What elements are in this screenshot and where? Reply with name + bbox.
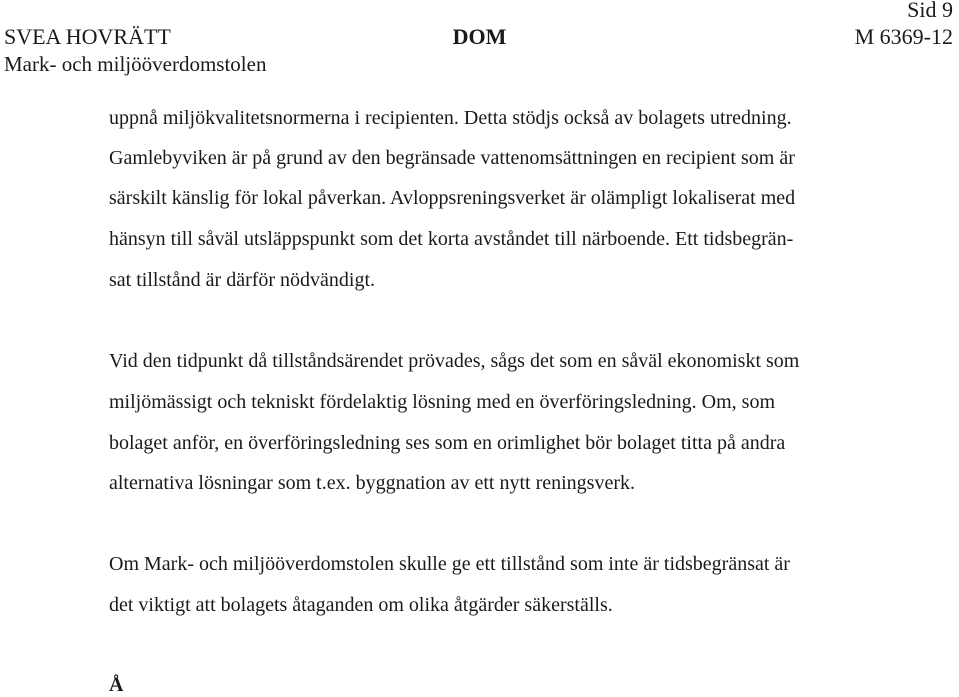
text-line: särskilt känslig för lokal påverkan. Avloppsreningsverket är olämpligt lokaliserat med bbox=[109, 187, 796, 209]
text-line: sat tillstånd är därför nödvändigt. bbox=[109, 269, 376, 291]
text-line: alternativa lösningar som t.ex. byggnation av ett nytt reningsverk. bbox=[109, 472, 635, 494]
text-line: Vid den tidpunkt då tillståndsärendet prövades, sågs det som en såväl ekonomiskt som bbox=[109, 350, 800, 372]
text-line: bolaget anför, en överföringsledning ses som en orimlighet bör bolaget titta på andra bbox=[109, 432, 786, 454]
page-number: Sid 9 bbox=[907, 0, 953, 22]
text-line: miljömässigt och tekniskt fördelaktig lösning med en överföringsledning. Om, som bbox=[109, 391, 776, 413]
court-division: Mark- och miljööverdomstolen bbox=[4, 52, 267, 76]
text-line: Gamlebyviken är på grund av den begränsade vattenomsättningen en recipient som är bbox=[109, 147, 795, 169]
text-line: det viktigt att bolagets åtaganden om olika åtgärder säkerställs. bbox=[109, 594, 613, 616]
court-name: SVEA HOVRÄTT bbox=[4, 24, 171, 49]
text-line: uppnå miljökvalitetsnormerna i recipienten. Detta stödjs också av bolagets utredning. bbox=[109, 107, 792, 129]
document-type: DOM bbox=[452, 24, 507, 49]
text-line: hänsyn till såväl utsläppspunkt som det korta avståndet till närboende. Ett tidsbegrän- bbox=[109, 228, 794, 250]
case-number: M 6369-12 bbox=[854, 24, 953, 49]
section-heading: Å bbox=[109, 674, 124, 696]
text-line: Om Mark- och miljööverdomstolen skulle ge ett tillstånd som inte är tidsbegränsat är bbox=[109, 553, 790, 575]
